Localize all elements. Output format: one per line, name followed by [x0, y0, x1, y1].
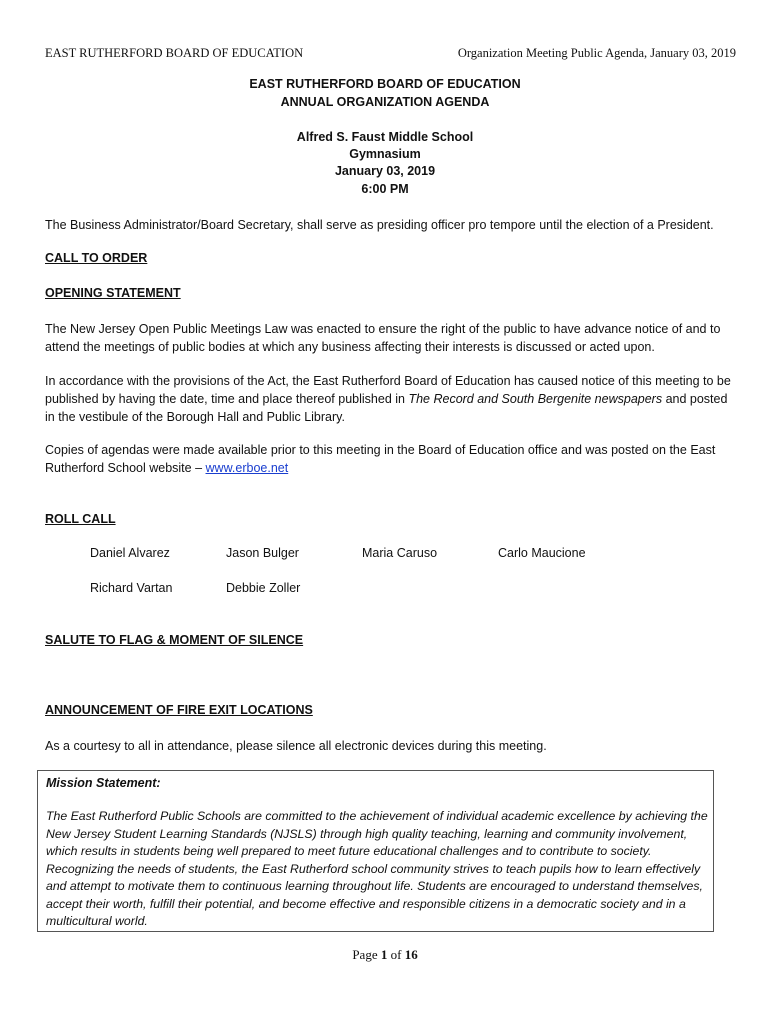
page-footer: [0, 947, 770, 963]
page-total: 16: [404, 947, 418, 962]
meeting-time: 6:00 PM: [361, 182, 409, 196]
meeting-room: Gymnasium: [349, 147, 421, 161]
mission-statement-box: [37, 770, 714, 932]
roll-call-member: Carlo Maucione: [498, 546, 586, 560]
call-to-order-heading: CALL TO ORDER: [45, 251, 148, 265]
page-current: 1: [380, 947, 388, 962]
mission-statement-body: The East Rutherford Public Schools are committed to the achievement of individual academic excellence by achieving the New Jersey Student Learning Standards (NJSLS) through high quality teaching, learning and community involvement, which results in students being well prepared to meet future educational challenges and to contribute to society. Recognizing the needs of students, the East Rutherford school community strives to teach pupils how to learn effectively and attempt to motivate them to continuous learning throughout life. Students are encouraged to understand themselves, accept their worth, fulfill their potential, and become effective and responsible citizens in a democratic society and in a multicultural world.: [46, 809, 708, 928]
meeting-date: January 03, 2019: [334, 164, 436, 178]
salute-heading: SALUTE TO FLAG & MOMENT OF SILENCE: [45, 633, 304, 647]
website-link[interactable]: www.erboe.net: [205, 461, 289, 475]
roll-call-member: Jason Bulger: [226, 546, 299, 560]
roll-call-member: Richard Vartan: [90, 581, 173, 595]
paragraph-2-text-end: and posted in the vestibule of the Borough Hall and Public Library.: [45, 392, 728, 424]
roll-call-member: Debbie Zoller: [226, 581, 301, 595]
running-header-right: Organization Meeting Public Agenda, January 03, 2019: [457, 46, 736, 60]
title-line-1: EAST RUTHERFORD BOARD OF EDUCATION: [249, 77, 521, 91]
mission-statement-title: Mission Statement:: [46, 776, 161, 790]
opening-paragraph-2: [45, 372, 735, 426]
intro-paragraph: The Business Administrator/Board Secretary, shall serve as presiding officer pro tempore until the election of a President.: [45, 218, 714, 232]
roll-call-member: Maria Caruso: [362, 546, 438, 560]
fire-exit-text: As a courtesy to all in attendance, please silence all electronic devices during this meeting.: [45, 739, 547, 753]
opening-statement-heading: OPENING STATEMENT: [45, 286, 181, 300]
newspaper-names: The Record and South Bergenite newspapers: [408, 392, 663, 406]
of-label: of: [390, 947, 402, 962]
fire-exit-heading: ANNOUNCEMENT OF FIRE EXIT LOCATIONS: [45, 703, 313, 717]
running-header-left: EAST RUTHERFORD BOARD OF EDUCATION: [45, 46, 304, 60]
paragraph-3-text: Copies of agendas were made available prior to this meeting in the Board of Education office and was posted on the East Rutherford School website –: [45, 443, 716, 475]
opening-paragraph-3: [45, 441, 735, 477]
paragraph-2-text: In accordance with the provisions of the Act, the East Rutherford Board of Education has caused notice of this meeting to be published by having the date, time and place thereof published in: [45, 374, 731, 406]
opening-paragraph-1: The New Jersey Open Public Meetings Law was enacted to ensure the right of the public to have advance notice of and to attend the meetings of public bodies at which any business affecting their interests is discussed or acted upon.: [45, 322, 721, 354]
page-label: Page: [352, 947, 378, 962]
title-line-2: ANNUAL ORGANIZATION AGENDA: [280, 95, 490, 109]
roll-call-heading: ROLL CALL: [45, 512, 116, 526]
meeting-location: Alfred S. Faust Middle School: [296, 130, 474, 144]
roll-call-member: Daniel Alvarez: [90, 546, 170, 560]
